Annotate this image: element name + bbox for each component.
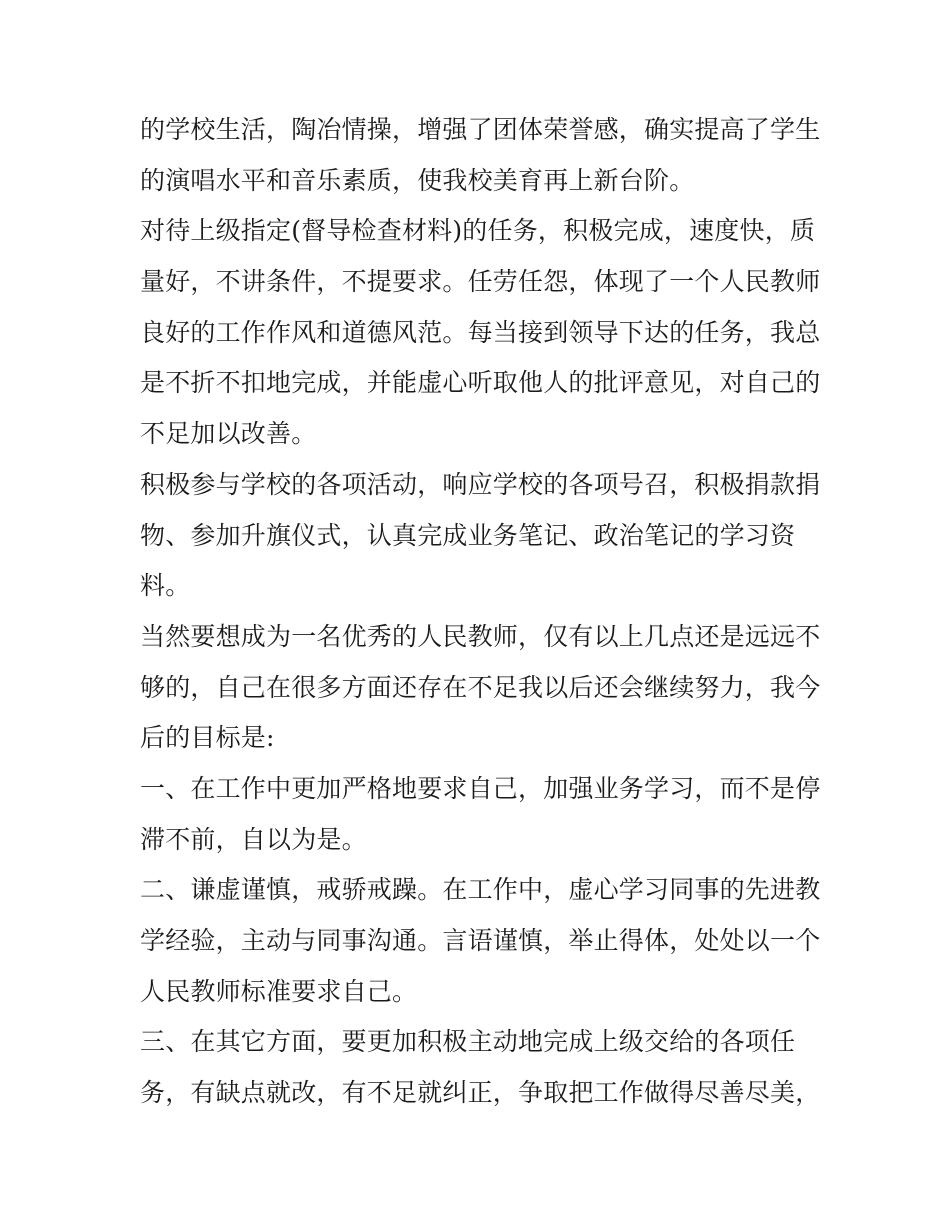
text-line: 是不折不扣地完成，并能虚心听取他人的批评意见，对自己的	[140, 368, 821, 398]
text-line: 物、参加升旗仪式，认真完成业务笔记、政治笔记的学习资	[140, 520, 796, 550]
text-line: 人民教师标准要求自己。	[140, 976, 418, 1006]
text-line: 良好的工作作风和道德风范。每当接到领导下达的任务，我总	[140, 317, 821, 347]
text-line: 料。	[140, 571, 191, 601]
text-line: 不足加以改善。	[140, 419, 317, 449]
text-line: 够的，自己在很多方面还存在不足我以后还会继续努力，我今	[140, 672, 821, 702]
text-line: 的学校生活，陶冶情操，增强了团体荣誉感，确实提高了学生	[140, 115, 821, 144]
text-line: 二、谦虚谨慎，戒骄戒躁。在工作中，虚心学习同事的先进教	[140, 875, 821, 905]
text-line: 学经验，主动与同事沟通。言语谨慎，举止得体，处处以一个	[140, 926, 821, 955]
document-body	[140, 105, 820, 1119]
text-line: 三、在其它方面，要更加积极主动地完成上级交给的各项任	[140, 1027, 796, 1057]
text-line: 量好，不讲条件，不提要求。任劳任怨，体现了一个人民教师	[140, 267, 821, 297]
text-line: 后的目标是:	[140, 723, 275, 753]
text-line: 的演唱水平和音乐素质，使我校美育再上新台阶。	[140, 165, 695, 195]
text-line: 当然要想成为一名优秀的人民教师，仅有以上几点还是远远不	[140, 621, 821, 651]
text-line: 对待上级指定(督导检查材料)的任务，积极完成，速度快，质	[140, 216, 816, 246]
text-line: 积极参与学校的各项活动，响应学校的各项号召，积极捐款捐	[140, 469, 821, 499]
text-line: 务，有缺点就改，有不足就纠正，争取把工作做得尽善尽美，	[140, 1078, 821, 1108]
text-line: 滞不前，自以为是。	[140, 824, 367, 854]
text-line: 一、在工作中更加严格地要求自己，加强业务学习，而不是停	[140, 773, 821, 803]
